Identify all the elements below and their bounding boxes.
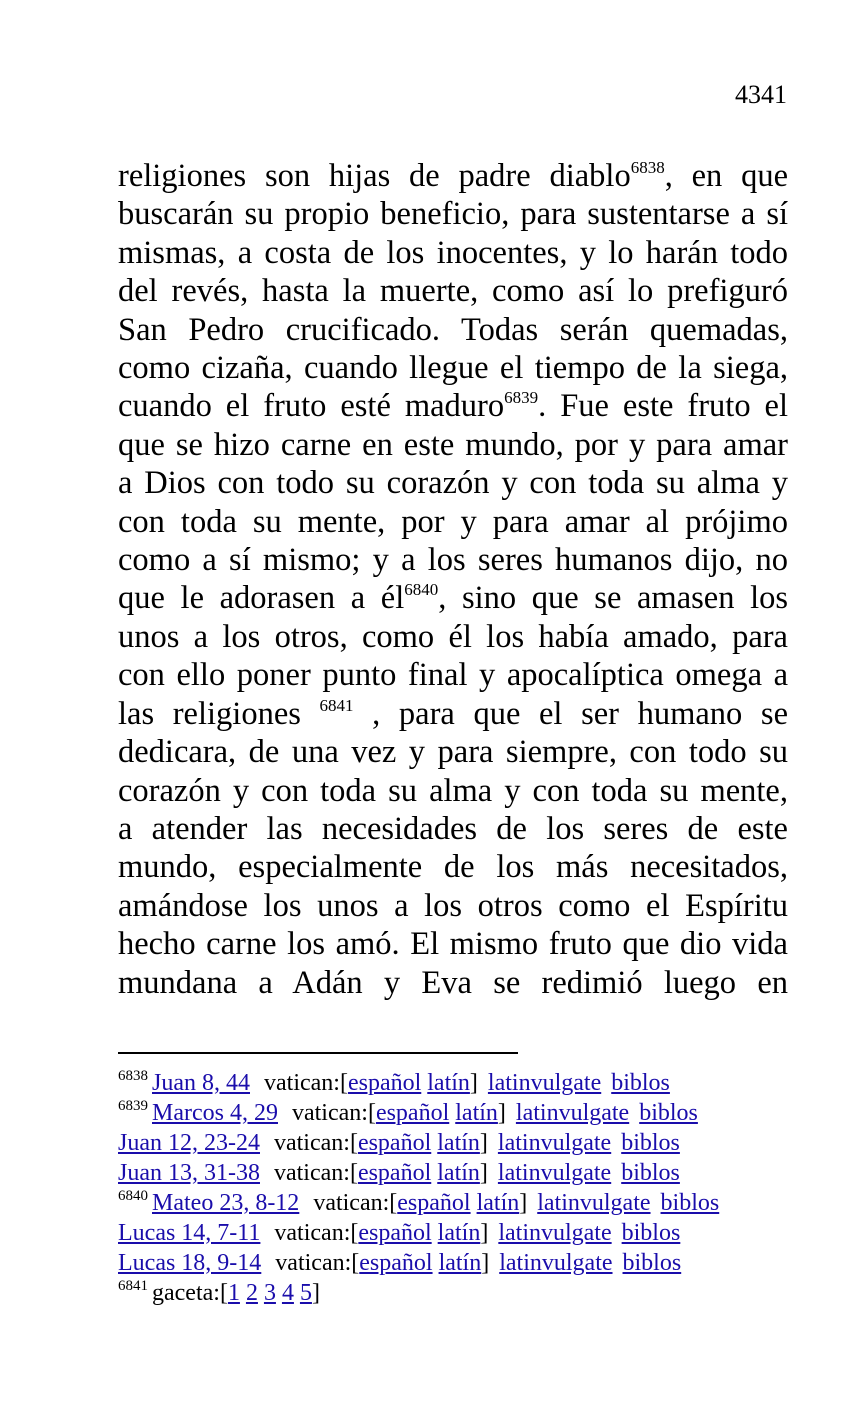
bracket: ] [497, 1100, 506, 1126]
body-line: a Dios con todo su corazón y con toda su alma y [118, 465, 788, 502]
vatican-label: vatican:[ [273, 1130, 358, 1156]
body-line: hecho carne los amó. El mismo fruto que dio vida [118, 926, 788, 963]
vatican-label: vatican:[ [264, 1070, 348, 1096]
vatican-latin-link[interactable]: latín [476, 1190, 520, 1216]
footnote-number: 6839 [118, 1098, 148, 1114]
bracket: ] [519, 1190, 528, 1216]
vatican-latin-link[interactable]: latín [427, 1070, 470, 1096]
verse-link[interactable]: Lucas 18, 9-14 [118, 1250, 262, 1276]
vatican-latin-link[interactable]: latín [438, 1250, 482, 1276]
vatican-espanol-link[interactable]: español [358, 1220, 432, 1246]
body-line: que se hizo carne en este mundo, por y para amar [118, 426, 788, 463]
latinvulgate-link[interactable]: latinvulgate [487, 1070, 602, 1096]
latinvulgate-link[interactable]: latinvulgate [499, 1250, 613, 1276]
body-line: religiones son hijas de padre diablo$^{6838}$, en que [118, 158, 788, 194]
body-line: San Pedro crucificado. Todas serán quemadas, [118, 311, 788, 348]
vatican-latin-link[interactable]: latín [437, 1130, 480, 1156]
body-line: unos a los otros, como él los había amado, para [118, 618, 788, 655]
latinvulgate-link[interactable]: latinvulgate [497, 1130, 612, 1156]
body-line: a atender las necesidades de los seres de este [118, 810, 788, 847]
body-line: amándose los unos a los otros como el Espíritu [118, 887, 788, 924]
vatican-label: vatican:[ [291, 1100, 376, 1126]
footnote-line [118, 1248, 818, 1278]
body-line: del revés, hasta la muerte, como así lo prefiguró [118, 273, 788, 310]
biblos-link[interactable]: biblos [621, 1130, 680, 1156]
footnote-line [118, 1158, 818, 1188]
vatican-espanol-link[interactable]: español [359, 1250, 433, 1276]
footnote-number: 6840 [118, 1188, 148, 1204]
footnote-marker[interactable]: 6840 [404, 580, 439, 600]
body-text [118, 157, 788, 1002]
vatican-label: vatican:[ [273, 1160, 358, 1186]
gaceta-link[interactable]: 3 [263, 1280, 276, 1306]
vatican-espanol-link[interactable]: español [357, 1160, 432, 1186]
bracket: ] [311, 1280, 320, 1306]
verse-link[interactable]: Juan 8, 44 [152, 1070, 250, 1096]
body-line: cuando el fruto esté maduro$^{6839}$. Fue este fruto el [118, 388, 788, 425]
vatican-label: vatican:[ [275, 1250, 360, 1276]
footnote-line [118, 1218, 818, 1248]
body-line: que le adorasen a $él^{6840}$, sino que se amasen los [118, 580, 788, 617]
footnote-line [118, 1278, 818, 1308]
verse-link[interactable]: Lucas 14, 7-11 [118, 1220, 261, 1246]
vatican-espanol-link[interactable]: español [375, 1100, 450, 1126]
page-number: 4341 [735, 80, 787, 109]
gaceta-link[interactable]: 2 [245, 1280, 258, 1306]
verse-link[interactable]: Juan 13, 31-38 [118, 1160, 260, 1186]
biblos-link[interactable]: biblos [611, 1070, 670, 1096]
body-line: dedicara, de una vez y para siempre, con todo su [118, 734, 788, 771]
vatican-espanol-link[interactable]: español [397, 1190, 471, 1216]
vatican-espanol-link[interactable]: español [347, 1070, 422, 1096]
body-line: como a sí mismo; y a los seres humanos dijo, no [118, 542, 788, 579]
biblos-link[interactable]: biblos [622, 1250, 682, 1276]
bracket: ] [480, 1220, 489, 1246]
footnote-number: 6838 [118, 1068, 148, 1084]
vatican-latin-link[interactable]: latín [455, 1100, 498, 1126]
body-line: buscarán su propio beneficio, para sustentarse a sí [118, 196, 788, 233]
body-line: corazón y con toda su alma y con toda su mente, [118, 772, 788, 809]
gaceta-link[interactable]: 1 [227, 1280, 240, 1306]
latinvulgate-link[interactable]: latinvulgate [497, 1160, 612, 1186]
biblos-link[interactable]: biblos [639, 1100, 698, 1126]
bracket: ] [469, 1070, 478, 1096]
biblos-link[interactable]: biblos [621, 1220, 681, 1246]
body-line: mundo, especialmente de los más necesitados, [118, 849, 788, 886]
body-line: mismas, a costa de los inocentes, y lo harán todo [118, 234, 788, 271]
body-line: mundana a Adán y Eva se redimió luego en [118, 964, 788, 1001]
footnotes [118, 1068, 818, 1308]
vatican-label: vatican:[ [313, 1190, 398, 1216]
bracket: ] [481, 1250, 490, 1276]
footnote-marker[interactable]: 6839 [504, 388, 539, 408]
body-line: como cizaña, cuando llegue el tiempo de la siega, [118, 350, 788, 387]
verse-link[interactable]: Marcos 4, 29 [152, 1100, 278, 1126]
footnote-line [118, 1068, 818, 1098]
vatican-espanol-link[interactable]: español [357, 1130, 432, 1156]
latinvulgate-link[interactable]: latinvulgate [498, 1220, 612, 1246]
footnote-line [118, 1128, 818, 1158]
footnote-marker[interactable]: 6838 [630, 158, 665, 177]
body-line: las religiones $^{6841}$ , para que el ser humano se [118, 695, 788, 732]
bracket: ] [479, 1130, 488, 1156]
footnote-line [118, 1098, 818, 1128]
footnote-marker[interactable]: 6841 [319, 695, 354, 715]
biblos-link[interactable]: biblos [660, 1190, 720, 1216]
biblos-link[interactable]: biblos [621, 1160, 680, 1186]
vatican-label: vatican:[ [274, 1220, 359, 1246]
footnote-line [118, 1188, 818, 1218]
gaceta-link[interactable]: 4 [281, 1280, 294, 1306]
body-line: con toda su mente, por y para amar al prójimo [118, 503, 788, 540]
gaceta-label: gaceta:[ [152, 1280, 228, 1306]
vatican-latin-link[interactable]: latín [437, 1160, 480, 1186]
verse-link[interactable]: Juan 12, 23-24 [118, 1130, 260, 1156]
bracket: ] [479, 1160, 488, 1186]
vatican-latin-link[interactable]: latín [437, 1220, 481, 1246]
gaceta-link[interactable]: 5 [299, 1280, 312, 1306]
footnote-number: 6841 [118, 1278, 148, 1294]
latinvulgate-link[interactable]: latinvulgate [515, 1100, 630, 1126]
body-line: con ello poner punto final y apocalíptica omega a [118, 657, 788, 694]
latinvulgate-link[interactable]: latinvulgate [537, 1190, 651, 1216]
footnote-divider [118, 1052, 518, 1054]
verse-link[interactable]: Mateo 23, 8-12 [152, 1190, 300, 1216]
